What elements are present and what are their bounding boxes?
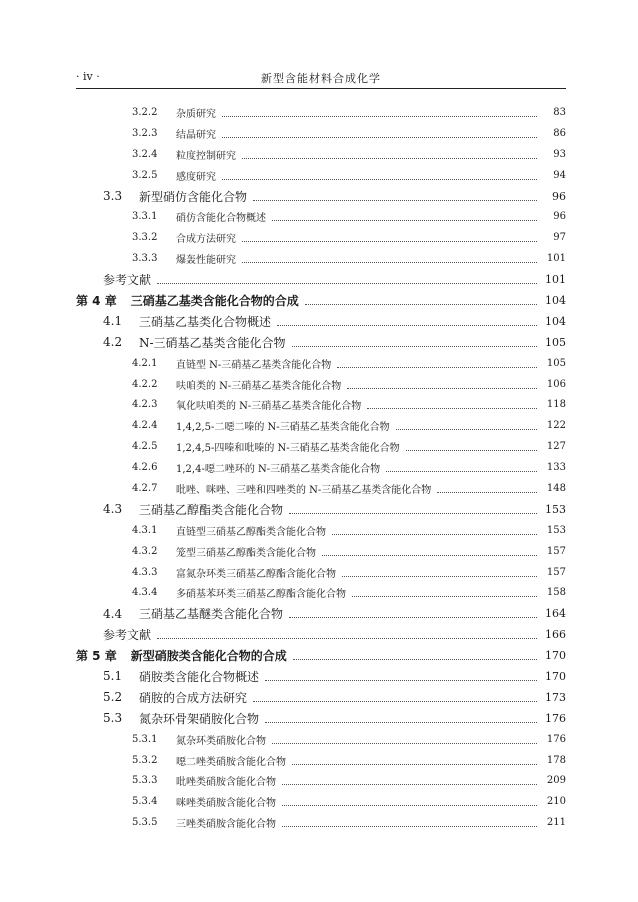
dot-leader (305, 304, 537, 305)
toc-entry-page: 96 (552, 189, 566, 203)
toc-entry-page: 104 (545, 293, 566, 307)
toc-entry-page: 211 (546, 817, 566, 829)
dot-leader (347, 388, 537, 389)
toc-entry-number: 3.3.3 (132, 253, 158, 265)
toc-entry-sub[interactable] (0, 582, 638, 603)
toc-entry-number: 5.3.3 (132, 775, 158, 787)
toc-entry-page: 157 (546, 566, 566, 578)
toc-entry-number: 4.3.2 (132, 545, 158, 557)
toc-entry-page: 104 (545, 314, 566, 328)
running-header (76, 70, 566, 88)
dot-leader (386, 471, 537, 472)
toc-entry-number: 3.3 (103, 189, 123, 203)
toc-entry-number: 4.3.4 (132, 587, 158, 599)
toc-entry-title: 三硝基乙基醚类含能化合物 (139, 607, 284, 622)
toc-entry-sub[interactable] (0, 415, 638, 436)
toc-entry-title: 硝仿含能化合物概述 (176, 213, 266, 225)
toc-entry-sub[interactable] (0, 541, 638, 562)
toc-entry-title: 结晶研究 (176, 129, 216, 141)
toc-entry-sub[interactable] (0, 750, 638, 771)
toc-entry-sub[interactable] (0, 374, 638, 395)
toc-entry-page: 210 (546, 796, 566, 808)
toc-entry-sub[interactable] (0, 520, 638, 541)
toc-entry-page: 101 (546, 253, 566, 265)
toc-entry-title: 多硝基苯环类三硝基乙醇酯含能化合物 (176, 589, 346, 601)
toc-entry-page: 164 (545, 607, 566, 621)
toc-entry-title: 感度研究 (176, 171, 216, 183)
toc-entry-title: 氮杂环类硝胺化合物 (176, 735, 266, 747)
toc-entry-number: 5.1 (103, 669, 123, 684)
toc-entry-title: 爆轰性能研究 (176, 255, 236, 267)
toc-entry-page: 105 (545, 335, 566, 349)
toc-entry-page: 105 (546, 357, 566, 369)
dot-leader (277, 325, 537, 326)
toc-entry-title: 吡唑类硝胺含能化合物 (176, 777, 276, 789)
toc-entry-title: 噁二唑类硝胺含能化合物 (176, 756, 286, 768)
dot-leader (242, 158, 537, 159)
toc-entry-number: 5.3.2 (132, 754, 158, 766)
toc-entry-number: 4.2.6 (132, 462, 158, 474)
toc-entry-title: N-三硝基乙基类含能化合物 (139, 335, 286, 350)
toc-entry-page: 93 (553, 148, 566, 160)
toc-entry-number: 3.3.2 (132, 232, 158, 244)
toc-entry-title: 硝胺的合成方法研究 (139, 690, 248, 705)
toc-entry-sec[interactable] (0, 499, 638, 520)
dot-leader (222, 116, 537, 117)
toc-entry-page: 127 (546, 441, 566, 453)
toc-entry-page: 133 (546, 462, 566, 474)
dot-leader (265, 722, 537, 723)
dot-leader (253, 701, 537, 702)
toc-entry-sub[interactable] (0, 791, 638, 812)
toc-entry-sec[interactable] (0, 603, 638, 624)
toc-entry-title: 笼型三硝基乙醇酯类含能化合物 (176, 547, 316, 559)
toc-entry-sub[interactable] (0, 227, 638, 248)
toc-entry-number: 4.2.7 (132, 482, 158, 494)
book-title: 新型含能材料合成化学 (261, 72, 381, 85)
toc-entry-title: 咪唑类硝胺含能化合物 (176, 798, 276, 810)
toc-entry-number: 3.2.2 (132, 106, 158, 118)
dot-leader (272, 743, 537, 744)
dot-leader (396, 429, 537, 430)
toc-entry-number: 3.2.4 (132, 148, 158, 160)
toc-entry-page: 122 (546, 420, 566, 432)
toc-entry-title: 参考文献 (103, 628, 152, 643)
dot-leader (292, 764, 537, 765)
toc-entry-page: 170 (545, 649, 566, 663)
toc-entry-sub[interactable] (0, 478, 638, 499)
toc-entry-number: 4.2.4 (132, 420, 158, 432)
dot-leader (272, 220, 537, 221)
dot-leader (289, 513, 537, 514)
dot-leader (322, 555, 537, 556)
dot-leader (352, 596, 537, 597)
toc-entry-title: 三硝基乙基类化合物概述 (139, 314, 272, 329)
toc-entry-sub[interactable] (0, 457, 638, 478)
dot-leader (282, 826, 537, 827)
toc-entry-sub[interactable] (0, 729, 638, 750)
toc-entry-title: 新型硝仿含能化合物 (139, 189, 248, 204)
toc-entry-number: 第 5 章 (76, 649, 117, 664)
toc-entry-title: 三唑类硝胺含能化合物 (176, 819, 276, 831)
toc-entry-page: 83 (553, 106, 566, 118)
dot-leader (289, 617, 537, 618)
toc-entry-page: 148 (546, 482, 566, 494)
toc-entry-sub[interactable] (0, 562, 638, 583)
toc-entry-sec[interactable] (0, 666, 638, 687)
toc-entry-number: 4.1 (103, 314, 123, 329)
toc-entry-chap[interactable] (0, 290, 638, 311)
toc-entry-title: 氮杂环骨架硝胺化合物 (139, 711, 260, 726)
dot-leader (437, 492, 537, 493)
toc-entry-sec[interactable] (0, 687, 638, 708)
toc-entry-number: 3.2.3 (132, 127, 158, 139)
toc-entry-sub[interactable] (0, 812, 638, 833)
toc-entry-number: 3.2.5 (132, 169, 158, 181)
toc-entry-title: 合成方法研究 (176, 234, 236, 246)
toc-entry-sub[interactable] (0, 394, 638, 415)
dot-leader (406, 450, 537, 451)
toc-entry-sec[interactable] (0, 332, 638, 353)
toc-entry-number: 4.3 (103, 502, 123, 517)
toc-entry-title: 氧化呋咱类的 N-三硝基乙基类含能化合物 (176, 401, 362, 413)
toc-entry-sec[interactable] (0, 708, 638, 729)
toc-entry-number: 4.4 (103, 606, 123, 621)
toc-entry-number: 4.2.1 (132, 357, 158, 369)
toc-entry-page: 176 (545, 711, 566, 725)
toc-entry-number: 第 4 章 (76, 293, 117, 308)
toc-entry-number: 4.2.5 (132, 441, 158, 453)
toc-entry-sub[interactable] (0, 206, 638, 227)
toc-entry-sec[interactable] (0, 311, 638, 332)
toc-entry-number: 5.3 (103, 711, 123, 726)
dot-leader (342, 576, 537, 577)
toc-entry-title: 参考文献 (103, 273, 152, 288)
dot-leader (332, 534, 537, 535)
toc-entry-page: 157 (546, 545, 566, 557)
toc-entry-sub[interactable] (0, 353, 638, 374)
toc-entry-number: 4.3.1 (132, 524, 158, 536)
toc-entry-ref[interactable] (0, 269, 638, 290)
toc-entry-page: 166 (545, 628, 566, 642)
dot-leader (242, 262, 537, 263)
dot-leader (253, 200, 537, 201)
toc-entry-page: 94 (553, 169, 566, 181)
toc-entry-page: 86 (553, 127, 566, 139)
toc-entry-title: 1,2,4,5-四嗪和吡嗪的 N-三硝基乙基类含能化合物 (176, 443, 400, 455)
dot-leader (282, 805, 537, 806)
toc-entry-number: 4.3.3 (132, 566, 158, 578)
dot-leader (157, 638, 537, 639)
toc-entry-number: 5.3.5 (132, 817, 158, 829)
toc-entry-title: 杂质研究 (176, 108, 216, 120)
toc-entry-number: 4.2.3 (132, 399, 158, 411)
toc-entry-sub[interactable] (0, 102, 638, 123)
toc-entry-sub[interactable] (0, 436, 638, 457)
toc-entry-title: 1,2,4-噁二唑环的 N-三硝基乙基类含能化合物 (176, 464, 381, 476)
dot-leader (367, 408, 537, 409)
toc-entry-page: 178 (546, 754, 566, 766)
dot-leader (293, 659, 537, 660)
toc-entry-title: 1,4,2,5-二噁二嗪的 N-三硝基乙基类含能化合物 (176, 422, 390, 434)
dot-leader (292, 346, 537, 347)
toc-entry-title: 硝胺类含能化合物概述 (139, 669, 260, 684)
toc-entry-title: 三硝基乙基类含能化合物的合成 (130, 293, 299, 308)
toc-entry-page: 97 (553, 232, 566, 244)
toc-entry-number: 5.3.1 (132, 733, 158, 745)
dot-leader (222, 179, 537, 180)
toc-entry-page: 176 (546, 733, 566, 745)
toc-entry-sub[interactable] (0, 165, 638, 186)
dot-leader (282, 784, 537, 785)
toc-entry-number: 4.2 (103, 335, 123, 350)
toc-entry-title: 三硝基乙醇酯类含能化合物 (139, 502, 284, 517)
toc-entry-number: 5.2 (103, 690, 123, 705)
toc-entry-sub[interactable] (0, 248, 638, 269)
toc-entry-chap[interactable] (0, 645, 638, 666)
toc-entry-title: 直链型 N-三硝基乙基类含能化合物 (176, 359, 332, 371)
toc-entry-page: 101 (545, 273, 566, 287)
page-number-label: · iv · (76, 70, 100, 83)
toc-entry-number: 4.2.2 (132, 378, 158, 390)
toc-entry-title: 富氮杂环类三硝基乙醇酯含能化合物 (176, 568, 336, 580)
toc-entry-page: 153 (545, 502, 566, 516)
toc-entry-sub[interactable] (0, 123, 638, 144)
dot-leader (265, 680, 537, 681)
toc-entry-page: 209 (546, 775, 566, 787)
toc-entry-page: 153 (546, 524, 566, 536)
toc-entry-page: 170 (545, 669, 566, 683)
toc-entry-title: 吡唑、咪唑、三唑和四唑类的 N-三硝基乙基类含能化合物 (176, 484, 432, 496)
toc-entry-page: 106 (546, 378, 566, 390)
toc-entry-number: 3.3.1 (132, 211, 158, 223)
toc-entry-sec[interactable] (0, 186, 638, 207)
dot-leader (337, 367, 537, 368)
header-rule (76, 88, 566, 89)
dot-leader (157, 283, 537, 284)
dot-leader (242, 241, 537, 242)
toc-entry-page: 158 (546, 587, 566, 599)
toc-entry-title: 呋咱类的 N-三硝基乙基类含能化合物 (176, 380, 342, 392)
toc-entry-sub[interactable] (0, 144, 638, 165)
toc-entry-title: 粒度控制研究 (176, 150, 236, 162)
toc-entry-page: 96 (553, 211, 566, 223)
table-of-contents (0, 102, 638, 833)
dot-leader (222, 137, 537, 138)
toc-entry-title: 新型硝胺类含能化合物的合成 (130, 649, 287, 664)
toc-entry-number: 5.3.4 (132, 796, 158, 808)
toc-entry-page: 118 (546, 399, 566, 411)
toc-entry-ref[interactable] (0, 624, 638, 645)
toc-entry-title: 直链型三硝基乙醇酯类含能化合物 (176, 526, 326, 538)
toc-entry-sub[interactable] (0, 771, 638, 792)
toc-entry-page: 173 (545, 690, 566, 704)
